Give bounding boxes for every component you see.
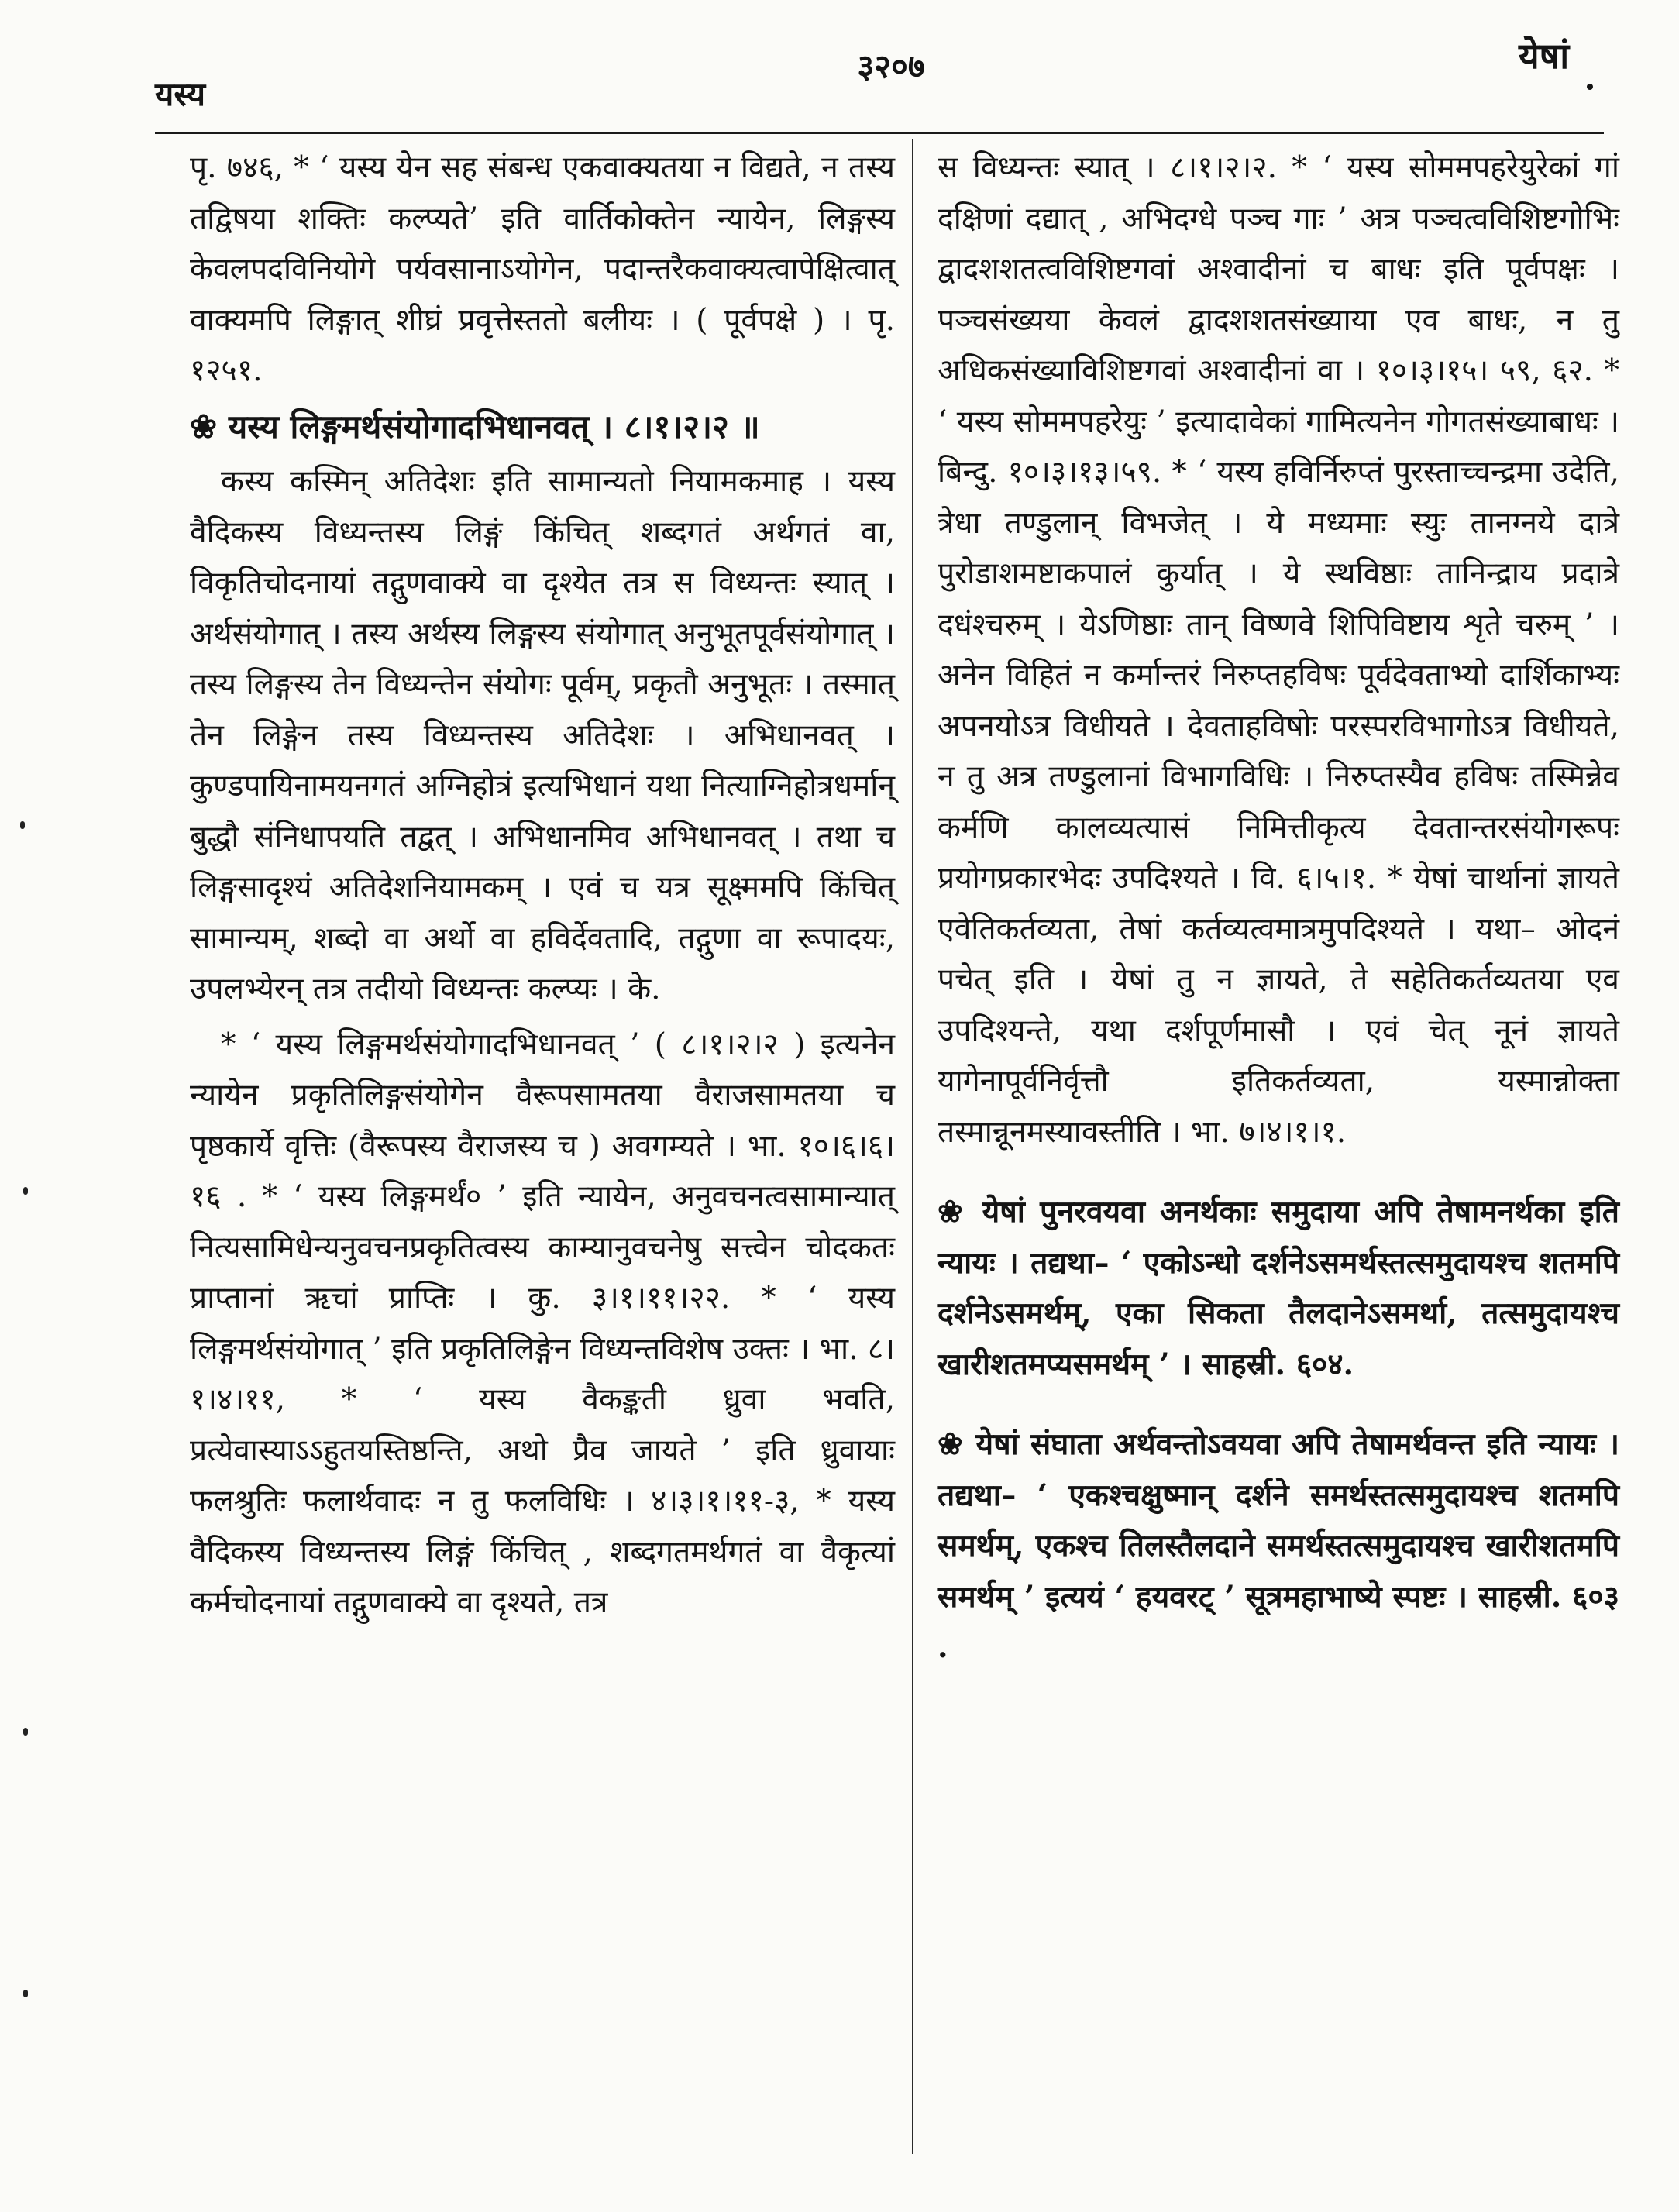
paragraph-continuation: स विध्यन्तः स्यात् । ८।१।२।२. * ‘ यस्य सोममपहरेयुरेकां गां दक्षिणां दद्यात् , अभिदग्धे पञ्च गाः ’ अत्र पञ्चत्वविशिष्टगोभिः द्वादशशतत्वविशिष्टगवां अश्वादीनां च बाधः इति पूर्वपक्षः । पञ्चसंख्यया केवलं द्वादशशतसंख्याया एव बाधः, न तु अधिकसंख्याविशिष्टगवां अश्वादीनां वा । १०।३।१५। ५९, ६२. * ‘ यस्य सोममपहरेयुः ’ इत्यादावेकां गामित्यनेन गोगतसंख्याबाधः । बिन्दु. १०।३।१३।५९. * ‘ यस्य हविर्निरुप्तं पुरस्ताच्चन्द्रमा उदेति, त्रेधा तण्डुलान् विभजेत् । ये मध्यमाः स्युः तानग्नये दात्रे पुरोडाशमष्टाकपालं कुर्यात् । ये स्थविष्ठाः तानिन्द्राय प्रदात्रे दधंश्चरुम् । येऽणिष्ठाः तान् विष्णवे शिपिविष्टाय शृते चरुम् ’ । अनेन विहितं न कर्मान्तरं निरुप्तहविषः पूर्वदेवताभ्यो दार्शिकाभ्यः अपनयोऽत्र विधीयते । देवताहविषोः परस्परविभागोऽत्र विधीयते, न तु अत्र तण्डुलानां विभागविधिः । निरुप्तस्यैव हविषः तस्मिन्नेव कर्मणि कालव्यत्यासं निमित्तीकृत्य देवतान्तरसंयोगरूपः प्रयोगप्रकारभेदः उपदिश्यते । वि. ६।५।१. * येषां चार्थानां ज्ञायते एवेतिकर्तव्यता, तेषां कर्तव्यत्वमात्रमुपदिश्यते । यथा– ओदनं पचेत् इति । येषां तु न ज्ञायते, ते सहेतिकर्तव्यतया एव उपदिश्यन्ते, यथा दर्शपूर्णमासौ । एवं चेत् नूनं ज्ञायते यागेनापूर्वनिर्वृत्तौ इतिकर्तव्यता, यस्मान्नोक्ता तस्मान्नूनमस्यावस्तीति । भा. ७।४।१।१. (938, 150, 1619, 1150)
right-column (938, 143, 1619, 1674)
maxim-entry: ❀ येषां संघाता अर्थवन्तोऽवयवा अपि तेषामर्थवन्त इति न्यायः । तद्यथा– ‘ एकश्चक्षुष्मान् दर्शने समर्थस्तत्समुदायश्च शतमपि समर्थम्, एकश्च तिलस्तैलदाने समर्थस्तत्समुदायश्च खारीशतमपि समर्थम् ’ इत्ययं ‘ हयवरट् ’ सूत्रमहाभाष्ये स्पष्टः । साहस्री. ६०३ . (938, 1426, 1619, 1665)
margin-mark (23, 1187, 28, 1195)
page-number: ३२०७ (857, 47, 925, 85)
commentary-paragraph: कस्य कस्मिन् अतिदेशः इति सामान्यतो नियामकमाह । यस्य वैदिकस्य विध्यन्तस्य लिङ्गं किंचित् शब्दगतं अर्थगतं वा, विकृतिचोदनायां तद्गुणवाक्ये वा दृश्येत तत्र स विध्यन्तः स्यात् । अर्थसंयोगात् । तस्य अर्थस्य लिङ्गस्य संयोगात् अनुभूतपूर्वसंयोगात् । तस्य लिङ्गस्य तेन विध्यन्तेन संयोगः पूर्वम्, प्रकृतौ अनुभूतः । तस्मात् तेन लिङ्गेन तस्य विध्यन्तस्य अतिदेशः । अभिधानवत् । कुण्डपायिनामयनगतं अग्निहोत्रं इत्यभिधानं यथा नित्याग्निहोत्रधर्मान् बुद्धौ संनिधापयति तद्वत् । अभिधानमिव अभिधानवत् । तथा च लिङ्गसादृश्यं अतिदेशनियामकम् । एवं च यत्र सूक्ष्ममपि किंचित् सामान्यम्, शब्दो वा अर्थो वा हविर्देवतादि, तद्गुणा वा रूपादयः, उपलभ्येरन् तत्र तदीयो विध्यन्तः कल्प्यः । के. (190, 464, 895, 1006)
maxim-entry: ❀ येषां पुनरवयवा अनर्थकाः समुदाया अपि तेषामनर्थका इति न्यायः । तद्यथा– ‘ एकोऽन्धो दर्शनेऽसमर्थस्तत्समुदायश्च शतमपि दर्शनेऽसमर्थम्, एका सिकता तैलदानेऽसमर्था, तत्समुदायश्च खारीशतमप्यसमर्थम् ’ । साहस्री. ६०४. (938, 1194, 1619, 1382)
header-dot (1587, 84, 1593, 90)
margin-mark (23, 1990, 28, 1997)
running-head-right: येषां (1519, 35, 1570, 77)
margin-mark (23, 1728, 28, 1736)
left-column (190, 143, 895, 1629)
header-rule (155, 132, 1604, 134)
column-divider (912, 139, 913, 2154)
running-head-left: यस्य (155, 75, 206, 113)
entry-heading: ❀ यस्य लिङ्गमर्थसंयोगादभिधानवत् । ८।१।२।२ ॥ (190, 407, 760, 445)
citations-paragraph: * ‘ यस्य लिङ्गमर्थसंयोगादभिधानवत् ’ ( ८।१।२।२ ) इत्यनेन न्यायेन प्रकृतिलिङ्गसंयोगेन वैरूपसामतया वैराजसामतया च पृष्ठकार्ये वृत्तिः (वैरूपस्य वैराजस्य च ) अवगम्यते । भा. १०।६।६।१६ . * ‘ यस्य लिङ्गमर्थं० ’ इति न्यायेन, अनुवचनत्वसामान्यात् नित्यसामिधेन्यनुवचनप्रकृतित्वस्य काम्यानुवचनेषु सत्त्वेन चोदकतः प्राप्तानां ऋचां प्राप्तिः । कु. ३।१।११।२२. * ‘ यस्य लिङ्गमर्थसंयोगात् ’ इति प्रकृतिलिङ्गेन विध्यन्तविशेष उक्तः । भा. ८।१।४।११, * ‘ यस्य वैकङ्कती ध्रुवा भवति, प्रत्येवास्याऽऽहुतयस्तिष्ठन्ति, अथो प्रैव जायते ’ इति ध्रुवायाः फलश्रुतिः फलार्थवादः न तु फलविधिः । ४।३।१।११-३, * यस्य वैदिकस्य विध्यन्तस्य लिङ्गं किंचित् , शब्दगतमर्थगतं वा वैकृत्यां कर्मचोदनायां तद्गुणवाक्ये वा दृश्यते, तत्र (190, 1027, 895, 1620)
margin-mark (20, 821, 25, 829)
paragraph-continuation: पृ. ७४६, * ‘ यस्य येन सह संबन्ध एकवाक्यतया न विद्यते, न तस्य तद्विषया शक्तिः कल्प्यते’ इति वार्तिकोक्तेन न्यायेन, लिङ्गस्य केवलपदविनियोगे पर्यवसानाऽयोगेन, पदान्तरैकवाक्यत्वापेक्षित्वात् वाक्यमपि लिङ्गात् शीघ्रं प्रवृत्तेस्ततो बलीयः । ( पूर्वपक्षे ) । पृ. १२५१. (190, 150, 895, 388)
